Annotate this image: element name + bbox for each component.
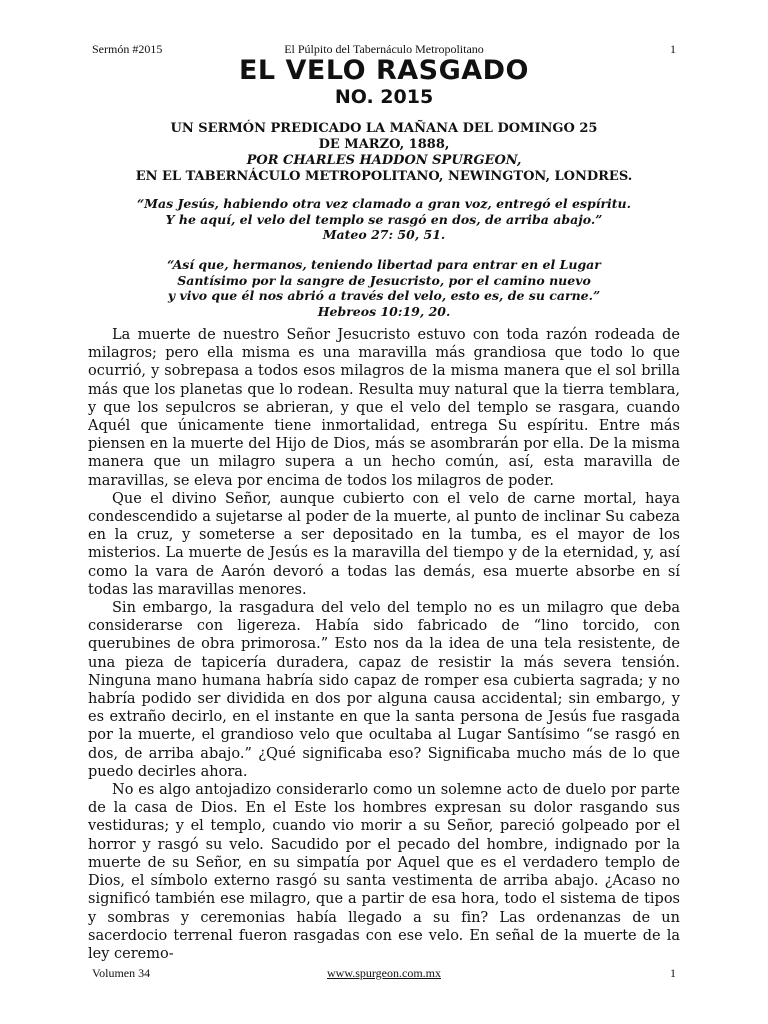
epigraph-2-line-1: “Así que, hermanos, teniendo libertad para entrar en el Lugar [167,257,601,272]
intro-line-2: DE MARZO, 1888, [318,137,450,152]
body-paragraph: La muerte de nuestro Señor Jesucristo estuvo con toda razón rodeada de milagros; pero ella misma es una maravilla más grandiosa que todo lo que ocurrió, y sobrepasa a todos esos milagros de la misma manera que el sol brilla más que los planetas que lo rodean. Resulta muy natural que la tierra temblara, y que los sepulcros se abrieran, y que el velo del templo se rasgara, cuando Aquél que únicamente tiene inmortalidad, entrega Su espíritu. Entre más piensen en la muerte del Hijo de Dios, más se asombrarán por ella. De la misma manera que un milagro supera a un hecho común, así, esta maravilla de maravillas, se eleva por encima de todos los milagros de poder. [88,327,680,489]
body-paragraph: Que el divino Señor, aunque cubierto con el velo de carne mortal, haya condescendido a sujetarse al poder de la muerte, al punto de inclinar Su cabeza en la cruz, y someterse a ser depositado en la tumba, es el mayor de los misterios. La muerte de Jesús es la maravilla del tiempo y de la eternidad, y, así como la vara de Aarón devoró a todas las demás, esa muerte absorbe en sí todas las maravillas menores. [88,490,680,598]
footer-volume: Volumen 34 [92,966,151,980]
header-sermon-number: Sermón #2015 [92,42,163,56]
sermon-title: EL VELO RASGADO [238,55,530,86]
epigraph-1-line-2: Y he aquí, el velo del templo se rasgó en dos, de arriba abajo.” [165,211,603,227]
page-footer [92,966,676,982]
sermon-body [88,326,680,963]
intro-location: EN EL TABERNÁCULO METROPOLITANO, NEWINGTON, LONDRES. [135,169,633,184]
epigraph-2 [100,257,668,319]
epigraph-1-reference: Mateo 27: 50, 51. [322,227,446,242]
footer-page-number: 1 [670,966,676,980]
epigraph-1 [100,196,668,243]
epigraph-2-line-2: Santísimo por la sangre de Jesucristo, por el camino nuevo [177,272,591,288]
body-paragraph: No es algo antojadizo considerarlo como un solemne acto de duelo por parte de la casa de Dios. En el Este los hombres expresan su dolor rasgando sus vestiduras; y el templo, cuando vio morir a su Señor, pareció golpeado por el horror y rasgó su velo. Sacudido por el pecado del hombre, indignado por la muerte de su Señor, en su simpatía por Aquel que es el verdadero templo de Dios, el símbolo externo rasgó su santa vestimenta de arriba abajo. ¿Acaso no significó también ese milagro, que a partir de esa hora, todo el sistema de tipos y sombras y ceremonias había llegado a su fin? Las ordenanzas de un sacerdocio terrenal fueron rasgadas con ese velo. En señal de la muerte de la ley ceremo- [88,782,680,962]
epigraph-1-line-1: “Mas Jesús, habiendo otra vez clamado a gran voz, entregó el espíritu. [136,196,631,211]
sermon-intro [90,121,678,185]
body-paragraph: Sin embargo, la rasgadura del velo del templo no es un milagro que deba considerarse con ligereza. Había sido fabricado de “lino torcido, con querubines de obra primorosa.” Esto nos da la idea de una tela resistente, de una pieza de tapicería duradera, capaz de resistir la más severa tensión. Ninguna mano humana habría sido capaz de romper esa cubierta sagrada; y no habría podido ser dividida en dos por alguna causa accidental; sin embargo, y es extraño decirlo, en el instante en que la santa persona de Jesús fue rasgada por la muerte, el grandioso velo que ocultaba al Lugar Santísimo “se rasgó en dos, de arriba abajo.” ¿Qué significaba eso? Significaba mucho más de lo que puedo decirles ahora. [88,600,680,780]
epigraph-2-reference: Hebreos 10:19, 20. [317,303,451,319]
footer-website-link[interactable]: www.spurgeon.com.mx [327,966,441,980]
intro-line-1: UN SERMÓN PREDICADO LA MAÑANA DEL DOMINGO 25 [170,121,598,136]
header-page-number: 1 [670,42,676,56]
epigraph-2-line-3: y vivo que él nos abrió a través del velo, esto es, de su carne.” [167,288,601,303]
intro-author: POR CHARLES HADDON SPURGEON, [246,153,522,168]
sermon-number: NO. 2015 [334,86,434,108]
header-publication: El Púlpito del Tabernáculo Metropolitano [284,42,484,56]
